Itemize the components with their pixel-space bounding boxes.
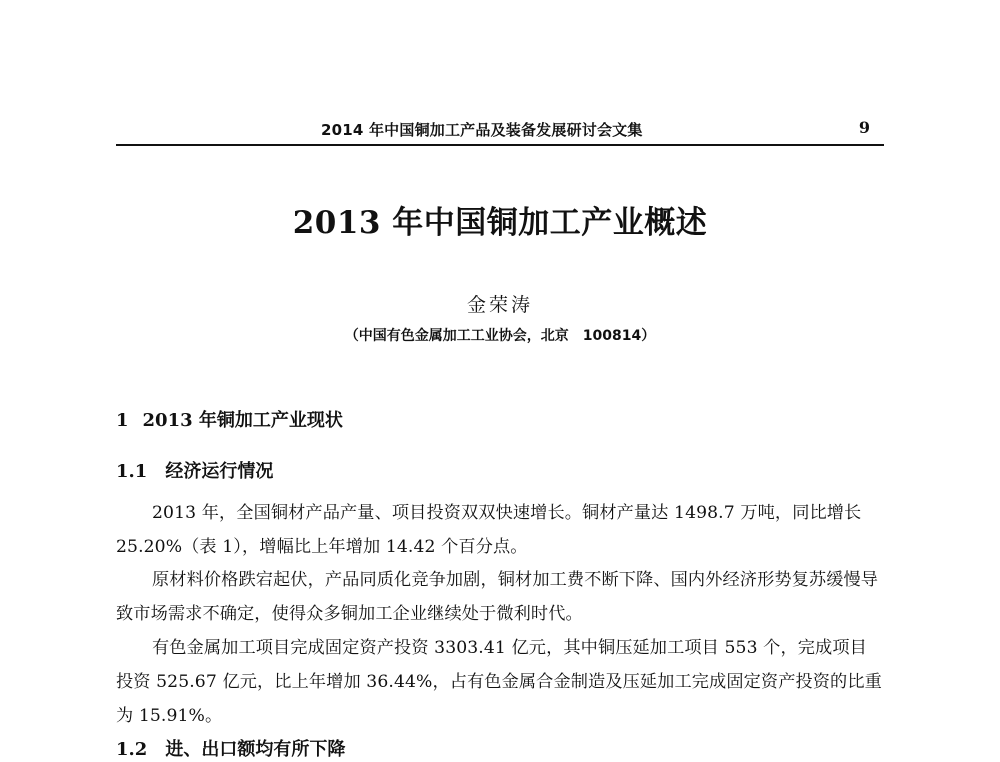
- body-paragraph-3: [116, 631, 884, 733]
- running-header: [116, 116, 884, 140]
- body-paragraph-2: [116, 563, 884, 631]
- author-affiliation: （中国有色金属加工工业协会，北京 100814）: [344, 328, 656, 344]
- paragraph-text: 有色金属加工项目完成固定资产投资 3303.41 亿元，其中铜压延加工项目 553 个，完成项目投资 525.67 亿元，比上年增加 36.44%，占有色金属合金制造及压延加工完成固定资产投资的比重为 15.91%。: [116, 638, 882, 726]
- subsection-number: 1.2: [116, 739, 148, 760]
- article-title: 2013 年中国铜加工产业概述: [292, 205, 708, 241]
- subsection-title: 经济运行情况: [165, 461, 274, 482]
- header-divider: [116, 144, 884, 146]
- paragraph-text: 2013 年，全国铜材产品产量、项目投资双双快速增长。铜材产量达 1498.7 万吨，同比增长 25.20%（表 1），增幅比上年增加 14.42 个百分点。: [116, 503, 862, 557]
- subsection-title: 进、出口额均有所下降: [165, 739, 346, 760]
- section-heading: [116, 406, 343, 432]
- running-header-title: 2014 年中国铜加工产品及装备发展研讨会文集: [321, 121, 643, 139]
- page-number: 9: [858, 118, 870, 137]
- author-name: 金荣涛: [466, 294, 533, 316]
- section-title: 2013 年铜加工产业现状: [142, 410, 343, 431]
- body-paragraph-1: [116, 496, 884, 564]
- subsection-heading: [116, 457, 273, 483]
- subsection-number: 1.1: [116, 461, 148, 482]
- paragraph-text: 原材料价格跌宕起伏，产品同质化竞争加剧，铜材加工费不断下降、国内外经济形势复苏缓慢导致市场需求不确定，使得众多铜加工企业继续处于微利时代。: [116, 570, 879, 624]
- subsection-heading: [116, 738, 345, 762]
- section-number: 1: [116, 410, 129, 431]
